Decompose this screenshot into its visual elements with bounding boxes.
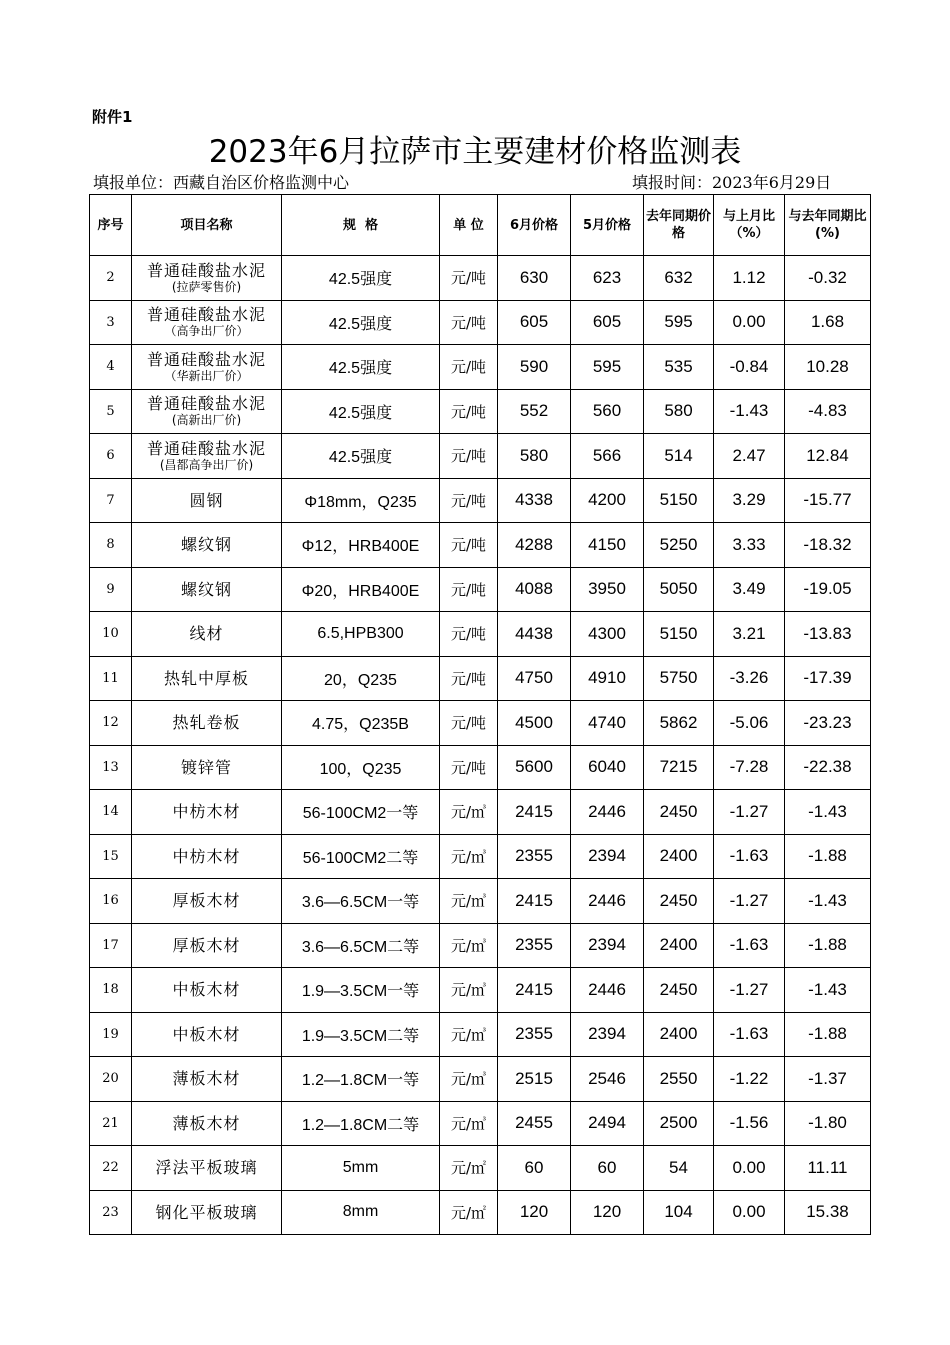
item-name: [132, 745, 282, 790]
month-over-month: 3.21: [714, 612, 785, 657]
table-row: [90, 1012, 871, 1057]
last-year-price: 5862: [644, 701, 714, 746]
year-over-year: -1.43: [785, 790, 871, 835]
table-row: [90, 968, 871, 1013]
year-over-year: 1.68: [785, 300, 871, 345]
month-over-month: -3.26: [714, 656, 785, 701]
item-unit: 元/㎥: [440, 1012, 498, 1057]
year-over-year: -23.23: [785, 701, 871, 746]
june-price: 2415: [498, 968, 571, 1013]
item-name-main: 普通硅酸盐水泥: [146, 260, 266, 280]
item-spec: 6.5,HPB300: [282, 612, 440, 657]
table-row: [90, 1146, 871, 1191]
last-year-price: 2450: [644, 790, 714, 835]
item-name: [132, 923, 282, 968]
item-spec: 3.6—6.5CM二等: [282, 923, 440, 968]
item-name-main: 中板木材: [172, 980, 241, 1000]
last-year-price: 2400: [644, 1012, 714, 1057]
row-number: 5: [90, 389, 132, 434]
june-price: 2455: [498, 1101, 571, 1146]
item-unit: 元/吨: [440, 256, 498, 301]
item-spec: 42.5强度: [282, 434, 440, 479]
item-name: [132, 879, 282, 924]
item-name: [132, 612, 282, 657]
month-over-month: 3.49: [714, 567, 785, 612]
last-year-price: 580: [644, 389, 714, 434]
last-year-price: 632: [644, 256, 714, 301]
may-price: 2394: [571, 834, 644, 879]
item-spec: 3.6—6.5CM一等: [282, 879, 440, 924]
year-over-year: -15.77: [785, 478, 871, 523]
item-name: [132, 345, 282, 390]
item-name-main: 螺纹钢: [180, 579, 232, 599]
row-number: 21: [90, 1101, 132, 1146]
item-unit: 元/㎥: [440, 923, 498, 968]
table-row: [90, 1101, 871, 1146]
month-over-month: -1.63: [714, 1012, 785, 1057]
year-over-year: 11.11: [785, 1146, 871, 1191]
june-price: 2415: [498, 790, 571, 835]
june-price: 4438: [498, 612, 571, 657]
column-header: 项目名称: [132, 195, 282, 256]
column-header: 5月价格: [571, 195, 644, 256]
last-year-price: 104: [644, 1190, 714, 1235]
item-unit: 元/吨: [440, 567, 498, 612]
item-spec: 1.2—1.8CM一等: [282, 1057, 440, 1102]
month-over-month: 3.29: [714, 478, 785, 523]
item-name: [132, 567, 282, 612]
item-unit: 元/吨: [440, 478, 498, 523]
item-spec: 1.2—1.8CM二等: [282, 1101, 440, 1146]
row-number: 22: [90, 1146, 132, 1191]
column-header: 去年同期价格: [644, 195, 714, 256]
column-header: 与上月比（%）: [714, 195, 785, 256]
june-price: 605: [498, 300, 571, 345]
item-name: [132, 1146, 282, 1191]
year-over-year: -1.80: [785, 1101, 871, 1146]
item-unit: 元/吨: [440, 745, 498, 790]
item-name: [132, 1101, 282, 1146]
may-price: 623: [571, 256, 644, 301]
item-name-note: (高新出厂价): [171, 413, 242, 428]
month-over-month: 1.12: [714, 256, 785, 301]
column-header: 序号: [90, 195, 132, 256]
year-over-year: 15.38: [785, 1190, 871, 1235]
row-number: 6: [90, 434, 132, 479]
may-price: 120: [571, 1190, 644, 1235]
year-over-year: -1.88: [785, 1012, 871, 1057]
month-over-month: -1.27: [714, 968, 785, 1013]
last-year-price: 2400: [644, 834, 714, 879]
row-number: 11: [90, 656, 132, 701]
item-name: [132, 300, 282, 345]
year-over-year: -13.83: [785, 612, 871, 657]
item-name: [132, 968, 282, 1013]
item-name-main: 普通硅酸盐水泥: [146, 349, 266, 369]
month-over-month: -1.56: [714, 1101, 785, 1146]
june-price: 590: [498, 345, 571, 390]
row-number: 16: [90, 879, 132, 924]
item-name-main: 线材: [189, 624, 224, 644]
last-year-price: 5050: [644, 567, 714, 612]
item-name: [132, 389, 282, 434]
item-spec: 42.5强度: [282, 389, 440, 434]
last-year-price: 5150: [644, 478, 714, 523]
item-spec: Φ20，HRB400E: [282, 567, 440, 612]
year-over-year: -18.32: [785, 523, 871, 568]
may-price: 4200: [571, 478, 644, 523]
row-number: 12: [90, 701, 132, 746]
item-spec: 1.9—3.5CM二等: [282, 1012, 440, 1057]
table-row: [90, 256, 871, 301]
item-spec: 42.5强度: [282, 345, 440, 390]
table-row: [90, 434, 871, 479]
item-name-note: （高争出厂价）: [164, 324, 249, 339]
june-price: 630: [498, 256, 571, 301]
month-over-month: 0.00: [714, 1146, 785, 1191]
year-over-year: -17.39: [785, 656, 871, 701]
may-price: 2394: [571, 1012, 644, 1057]
item-spec: 4.75，Q235B: [282, 701, 440, 746]
reporting-unit: 填报单位：西藏自治区价格监测中心: [93, 173, 350, 192]
month-over-month: 3.33: [714, 523, 785, 568]
year-over-year: -1.43: [785, 879, 871, 924]
table-row: [90, 345, 871, 390]
price-table: [89, 194, 871, 1235]
item-unit: 元/吨: [440, 389, 498, 434]
row-number: 14: [90, 790, 132, 835]
item-name-main: 螺纹钢: [180, 535, 232, 555]
may-price: 2546: [571, 1057, 644, 1102]
june-price: 4088: [498, 567, 571, 612]
reporting-date: 填报时间：2023年6月29日: [632, 173, 832, 192]
item-name-main: 热轧卷板: [172, 713, 241, 733]
item-spec: 5mm: [282, 1146, 440, 1191]
item-name-main: 薄板木材: [172, 1069, 241, 1089]
column-header: 单 位: [440, 195, 498, 256]
item-unit: 元/吨: [440, 345, 498, 390]
table-row: [90, 701, 871, 746]
item-name-main: 中板木材: [172, 1024, 241, 1044]
june-price: 4338: [498, 478, 571, 523]
row-number: 9: [90, 567, 132, 612]
last-year-price: 2450: [644, 968, 714, 1013]
year-over-year: -1.43: [785, 968, 871, 1013]
table-row: [90, 879, 871, 924]
may-price: 4910: [571, 656, 644, 701]
item-unit: 元/㎥: [440, 1057, 498, 1102]
last-year-price: 2400: [644, 923, 714, 968]
item-name-main: 热轧中厚板: [163, 668, 249, 688]
row-number: 10: [90, 612, 132, 657]
item-name-note: (昌都高争出厂价): [159, 457, 254, 472]
may-price: 60: [571, 1146, 644, 1191]
june-price: 2415: [498, 879, 571, 924]
june-price: 580: [498, 434, 571, 479]
page-title: 2023年6月拉萨市主要建材价格监测表: [208, 134, 742, 170]
item-spec: 42.5强度: [282, 300, 440, 345]
item-unit: 元/㎥: [440, 1101, 498, 1146]
row-number: 17: [90, 923, 132, 968]
item-spec: 1.9—3.5CM一等: [282, 968, 440, 1013]
row-number: 4: [90, 345, 132, 390]
month-over-month: 0.00: [714, 1190, 785, 1235]
item-unit: 元/㎥: [440, 879, 498, 924]
item-spec: 56-100CM2二等: [282, 834, 440, 879]
month-over-month: -1.27: [714, 879, 785, 924]
item-name: [132, 478, 282, 523]
may-price: 6040: [571, 745, 644, 790]
item-name-note: (拉萨零售价): [171, 279, 242, 294]
item-unit: 元/吨: [440, 612, 498, 657]
table-header-row: [90, 195, 871, 256]
row-number: 2: [90, 256, 132, 301]
table-row: [90, 656, 871, 701]
item-name-main: 厚板木材: [172, 935, 241, 955]
last-year-price: 595: [644, 300, 714, 345]
item-name-main: 厚板木材: [172, 891, 241, 911]
june-price: 4288: [498, 523, 571, 568]
june-price: 2355: [498, 834, 571, 879]
june-price: 120: [498, 1190, 571, 1235]
item-spec: 100，Q235: [282, 745, 440, 790]
table-row: [90, 790, 871, 835]
item-name: [132, 1012, 282, 1057]
june-price: 552: [498, 389, 571, 434]
item-name: [132, 1057, 282, 1102]
item-name-main: 镀锌管: [180, 757, 232, 777]
month-over-month: 2.47: [714, 434, 785, 479]
column-header: 与去年同期比(%): [785, 195, 871, 256]
item-unit: 元/吨: [440, 300, 498, 345]
month-over-month: -1.63: [714, 834, 785, 879]
item-name: [132, 523, 282, 568]
june-price: 2515: [498, 1057, 571, 1102]
month-over-month: -5.06: [714, 701, 785, 746]
may-price: 2494: [571, 1101, 644, 1146]
row-number: 19: [90, 1012, 132, 1057]
may-price: 595: [571, 345, 644, 390]
month-over-month: -1.63: [714, 923, 785, 968]
may-price: 605: [571, 300, 644, 345]
column-header: 6月价格: [498, 195, 571, 256]
table-row: [90, 923, 871, 968]
year-over-year: -19.05: [785, 567, 871, 612]
item-name-main: 圆钢: [189, 490, 224, 510]
row-number: 13: [90, 745, 132, 790]
june-price: 60: [498, 1146, 571, 1191]
last-year-price: 5150: [644, 612, 714, 657]
item-name-main: 中枋木材: [172, 846, 241, 866]
table-row: [90, 612, 871, 657]
item-unit: 元/吨: [440, 656, 498, 701]
month-over-month: -0.84: [714, 345, 785, 390]
may-price: 4740: [571, 701, 644, 746]
column-header: 规 格: [282, 195, 440, 256]
month-over-month: -7.28: [714, 745, 785, 790]
last-year-price: 2500: [644, 1101, 714, 1146]
item-name-main: 普通硅酸盐水泥: [146, 394, 266, 414]
item-unit: 元/吨: [440, 701, 498, 746]
item-unit: 元/吨: [440, 523, 498, 568]
year-over-year: -4.83: [785, 389, 871, 434]
item-name: [132, 701, 282, 746]
may-price: 560: [571, 389, 644, 434]
item-unit: 元/㎥: [440, 968, 498, 1013]
item-name: [132, 434, 282, 479]
table-row: [90, 300, 871, 345]
item-spec: Φ12，HRB400E: [282, 523, 440, 568]
year-over-year: -1.37: [785, 1057, 871, 1102]
last-year-price: 54: [644, 1146, 714, 1191]
table-row: [90, 567, 871, 612]
last-year-price: 7215: [644, 745, 714, 790]
item-spec: 20，Q235: [282, 656, 440, 701]
table-row: [90, 389, 871, 434]
item-name-main: 普通硅酸盐水泥: [146, 438, 266, 458]
june-price: 5600: [498, 745, 571, 790]
last-year-price: 535: [644, 345, 714, 390]
may-price: 566: [571, 434, 644, 479]
year-over-year: 12.84: [785, 434, 871, 479]
table-row: [90, 834, 871, 879]
item-name-note: （华新出厂价）: [164, 368, 249, 383]
item-unit: 元/㎥: [440, 834, 498, 879]
table-row: [90, 1190, 871, 1235]
item-unit: 元/㎡: [440, 1146, 498, 1191]
month-over-month: -1.43: [714, 389, 785, 434]
item-name-main: 中枋木材: [172, 802, 241, 822]
may-price: 2394: [571, 923, 644, 968]
table-row: [90, 478, 871, 523]
item-spec: Φ18mm，Q235: [282, 478, 440, 523]
june-price: 2355: [498, 1012, 571, 1057]
item-name-main: 薄板木材: [172, 1113, 241, 1133]
year-over-year: -0.32: [785, 256, 871, 301]
item-unit: 元/吨: [440, 434, 498, 479]
last-year-price: 2450: [644, 879, 714, 924]
row-number: 3: [90, 300, 132, 345]
year-over-year: -22.38: [785, 745, 871, 790]
item-name-main: 浮法平板玻璃: [155, 1158, 258, 1178]
may-price: 4150: [571, 523, 644, 568]
year-over-year: -1.88: [785, 834, 871, 879]
row-number: 20: [90, 1057, 132, 1102]
may-price: 4300: [571, 612, 644, 657]
item-unit: 元/㎡: [440, 1190, 498, 1235]
row-number: 15: [90, 834, 132, 879]
item-spec: 56-100CM2一等: [282, 790, 440, 835]
item-spec: 42.5强度: [282, 256, 440, 301]
item-unit: 元/㎥: [440, 790, 498, 835]
table-row: [90, 745, 871, 790]
attachment-label: 附件1: [92, 108, 133, 126]
june-price: 2355: [498, 923, 571, 968]
row-number: 8: [90, 523, 132, 568]
may-price: 2446: [571, 790, 644, 835]
month-over-month: -1.22: [714, 1057, 785, 1102]
item-name: [132, 1190, 282, 1235]
last-year-price: 2550: [644, 1057, 714, 1102]
item-name: [132, 656, 282, 701]
may-price: 2446: [571, 879, 644, 924]
item-name-main: 普通硅酸盐水泥: [146, 305, 266, 325]
may-price: 3950: [571, 567, 644, 612]
item-name-main: 钢化平板玻璃: [155, 1202, 258, 1222]
last-year-price: 514: [644, 434, 714, 479]
item-name: [132, 834, 282, 879]
item-name: [132, 256, 282, 301]
row-number: 7: [90, 478, 132, 523]
row-number: 23: [90, 1190, 132, 1235]
table-row: [90, 523, 871, 568]
item-spec: 8mm: [282, 1190, 440, 1235]
month-over-month: -1.27: [714, 790, 785, 835]
table-row: [90, 1057, 871, 1102]
year-over-year: 10.28: [785, 345, 871, 390]
row-number: 18: [90, 968, 132, 1013]
last-year-price: 5750: [644, 656, 714, 701]
item-name: [132, 790, 282, 835]
june-price: 4500: [498, 701, 571, 746]
month-over-month: 0.00: [714, 300, 785, 345]
year-over-year: -1.88: [785, 923, 871, 968]
june-price: 4750: [498, 656, 571, 701]
last-year-price: 5250: [644, 523, 714, 568]
may-price: 2446: [571, 968, 644, 1013]
